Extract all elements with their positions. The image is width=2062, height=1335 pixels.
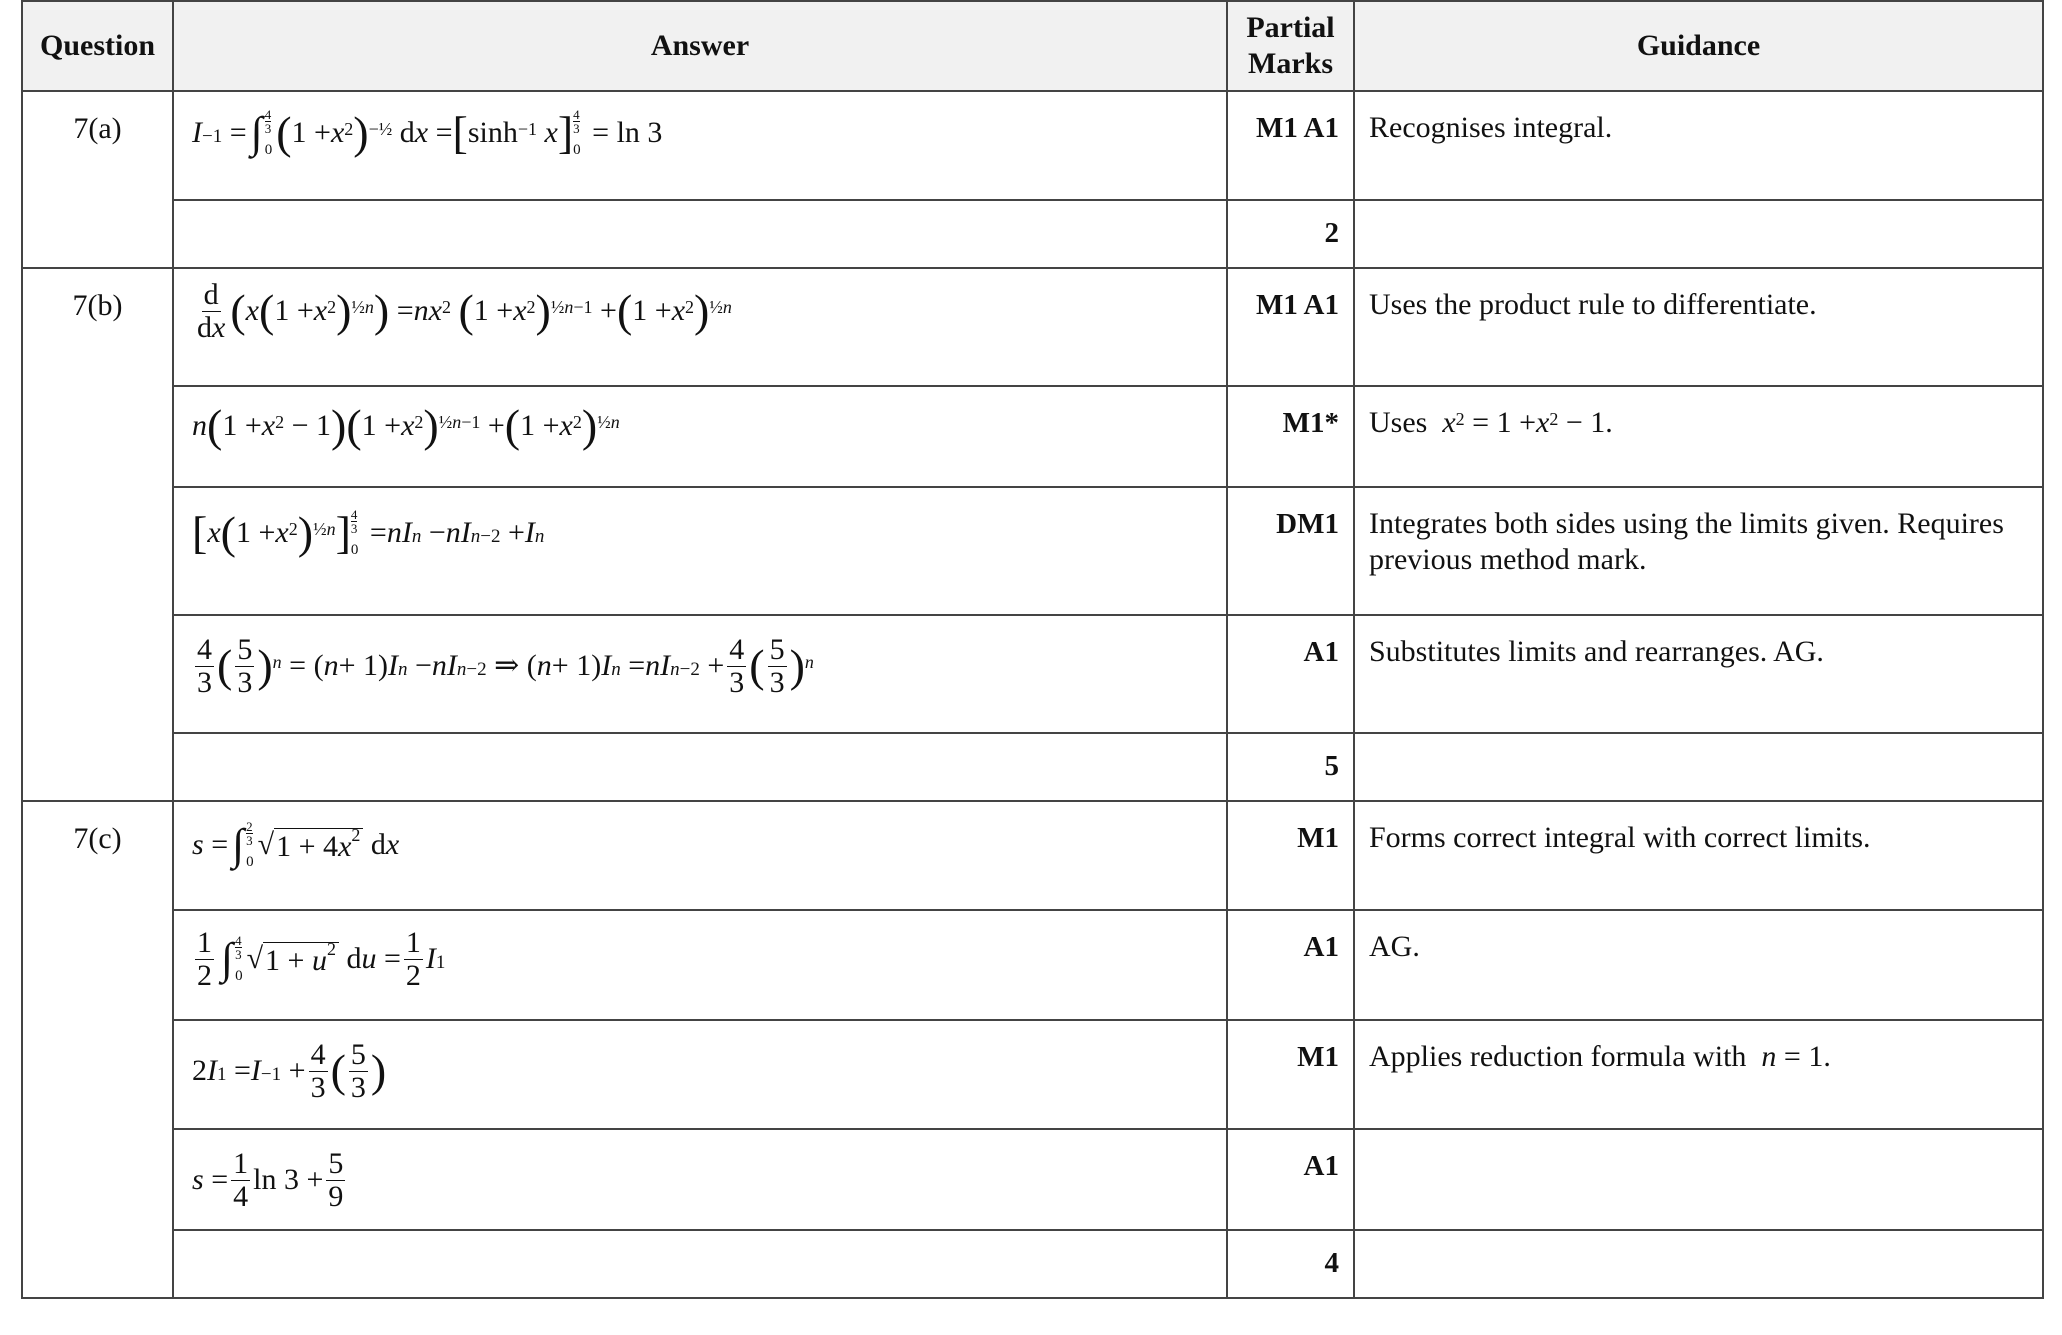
total-marks: 4 — [1227, 1230, 1354, 1298]
total-row — [22, 200, 2043, 268]
answer-cell — [173, 386, 1227, 487]
partial-marks: M1 — [1227, 801, 1354, 910]
guidance-cell-empty — [1354, 200, 2043, 268]
answer-cell — [173, 91, 1227, 200]
partial-marks: M1 A1 — [1227, 268, 1354, 386]
total-row — [22, 733, 2043, 801]
header-question: Question — [22, 1, 173, 91]
partial-marks: DM1 — [1227, 487, 1354, 615]
total-marks: 2 — [1227, 200, 1354, 268]
answer-cell — [173, 910, 1227, 1020]
guidance-text: Uses the product rule to differentiate. — [1354, 268, 2043, 386]
math-expression: $\frac{d}{dx}$ ( x ( 1 + x 2 ) ½n ) = nx 2 ( 1 + x 2 ) ½n−1 + ( 1 + x 2 ) ½n — [197, 278, 732, 344]
partial-marks: A1 — [1227, 910, 1354, 1020]
guidance-prefix: Applies reduction formula with — [1369, 1040, 1747, 1073]
header-guidance: Guidance — [1354, 1, 2043, 91]
guidance-text: Integrates both sides using the limits given. Requires previous method mark. — [1354, 487, 2043, 615]
math-expression: $\frac{4}{3}$ ( $\frac{5}{3}$ ) n = ( n + 1) I n − nI n−2 ⇒ ( n + 1) I n = nI n−2 + $\frac{4}{3}$ ( $\frac{5}{3}$ ) n — [197, 633, 814, 699]
math-expression: s = $\frac{1}{4}$ ln 3 + $\frac{5}{9}$ — [192, 1147, 344, 1213]
guidance-cell-empty — [1354, 1230, 2043, 1298]
guidance-text: Forms correct integral with correct limits. — [1354, 801, 2043, 910]
guidance-text: Substitutes limits and rearranges. AG. — [1354, 615, 2043, 733]
header-partial-marks — [1227, 1, 1354, 91]
header-partial-marks-line2: Marks — [1248, 47, 1333, 80]
math-expression: [ x ( 1 + x 2 ) ½n ] 4 3 0 = nI n − nI n−2 + I n — [192, 507, 545, 559]
guidance-text — [1354, 1129, 2043, 1230]
table-row — [22, 910, 2043, 1020]
guidance-text — [1354, 1020, 2043, 1129]
answer-cell — [173, 801, 1227, 910]
answer-cell — [173, 487, 1227, 615]
mark-scheme-table — [21, 0, 2044, 1299]
guidance-text — [1354, 386, 2043, 487]
question-number: 7(b) — [22, 268, 173, 801]
partial-marks: A1 — [1227, 1129, 1354, 1230]
math-expression: $\frac{1}{2}$ ∫ 4 3 0 √ $1 + u^2$ d u = $\frac{1}{2}$ I 1 — [197, 926, 446, 992]
math-expression: 2 I 1 = I −1 + $\frac{4}{3}$ ( $\frac{5}{3}$ ) — [192, 1038, 387, 1104]
header-row — [22, 1, 2043, 91]
answer-cell-empty — [173, 733, 1227, 801]
table-row — [22, 268, 2043, 386]
answer-cell — [173, 1129, 1227, 1230]
math-expression: s = ∫ 2 3 0 √ $1 + 4x^2$ d x — [192, 819, 400, 870]
guidance-text: Recognises integral. — [1354, 91, 2043, 200]
header-answer: Answer — [173, 1, 1227, 91]
answer-cell — [173, 1020, 1227, 1129]
header-partial-marks-line1: Partial — [1246, 11, 1335, 44]
total-marks: 5 — [1227, 733, 1354, 801]
table-row — [22, 91, 2043, 200]
partial-marks: M1* — [1227, 386, 1354, 487]
guidance-suffix: . — [1823, 1040, 1831, 1073]
question-number: 7(a) — [22, 91, 173, 268]
table-row — [22, 386, 2043, 487]
question-number: 7(c) — [22, 801, 173, 1298]
total-row — [22, 1230, 2043, 1298]
guidance-cell-empty — [1354, 733, 2043, 801]
answer-cell — [173, 615, 1227, 733]
answer-cell — [173, 268, 1227, 386]
table-row — [22, 1129, 2043, 1230]
table-row — [22, 801, 2043, 910]
math-expression: n = 1 — [1761, 1040, 1824, 1073]
guidance-text: AG. — [1354, 910, 2043, 1020]
math-expression: x 2 = 1 + x 2 − 1 — [1442, 406, 1606, 439]
math-expression: I −1 = ∫ 4 3 0 ( 1 + x 2 ) −½ d x = [ sinh −1 x ] 4 3 0 = ln 3 — [192, 107, 663, 159]
answer-cell-empty — [173, 200, 1227, 268]
table-row — [22, 1020, 2043, 1129]
guidance-prefix: Uses — [1369, 406, 1428, 439]
answer-cell-empty — [173, 1230, 1227, 1298]
partial-marks: M1 — [1227, 1020, 1354, 1129]
table-row — [22, 487, 2043, 615]
guidance-suffix: . — [1605, 406, 1613, 439]
table-row — [22, 615, 2043, 733]
partial-marks: A1 — [1227, 615, 1354, 733]
partial-marks: M1 A1 — [1227, 91, 1354, 200]
math-expression: n ( 1 + x 2 − 1 )( 1 + x 2 ) ½n−1 + ( 1 + x 2 ) ½n — [192, 400, 620, 451]
